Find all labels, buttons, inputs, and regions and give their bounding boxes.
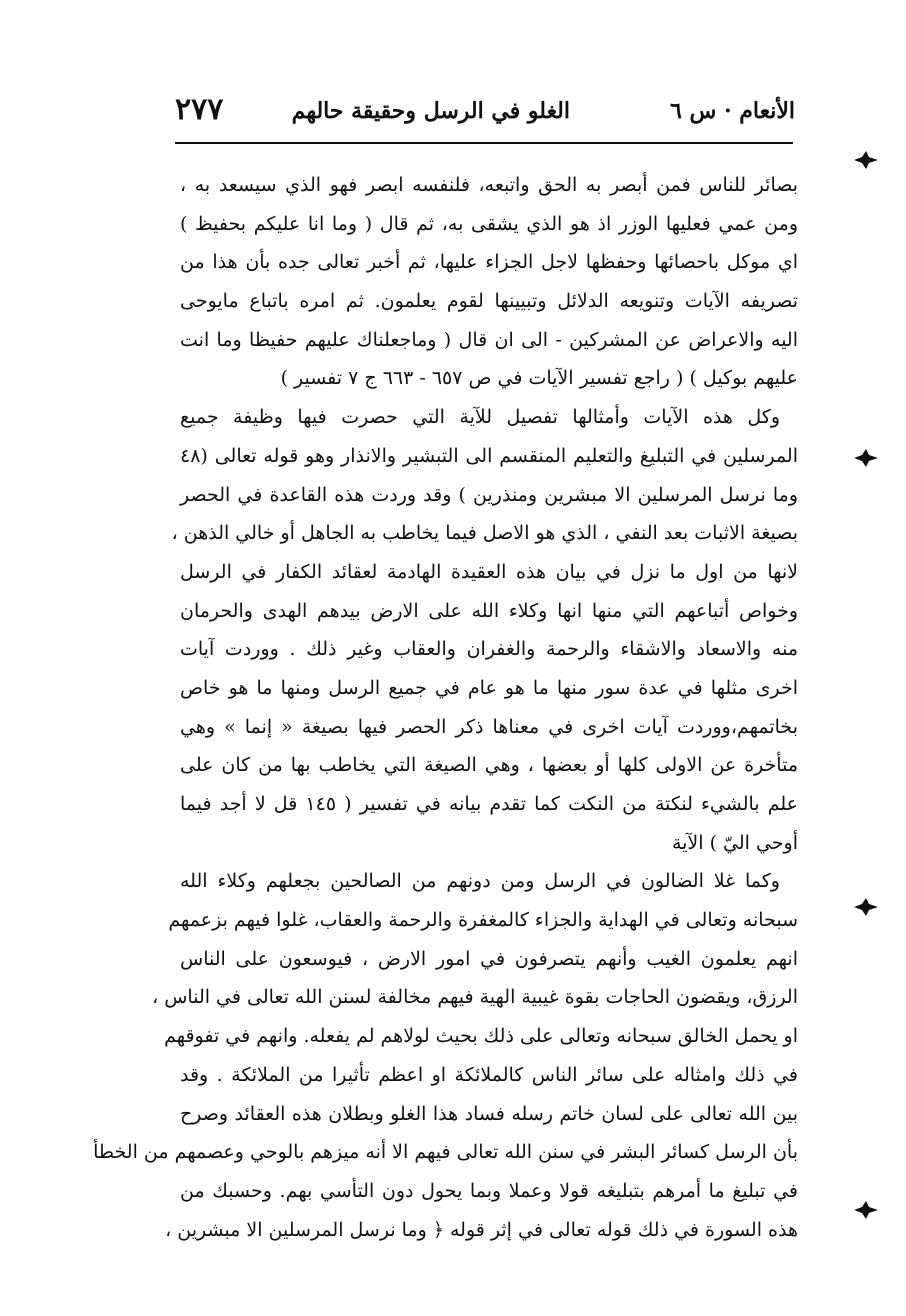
text-line: المرسلين في التبليغ والتعليم المنقسم الى التبشير والانذار وهو قوله تعالى (٤٨: [180, 444, 798, 467]
page-number: ٢٧٧: [175, 92, 224, 127]
body-text: [93, 166, 798, 1249]
text-line: منه والاسعاد والاشقاء والرحمة والغفران والعقاب وغير ذلك . ووردت آيات: [180, 638, 798, 661]
header-surah: الأنعام · س ٦: [669, 98, 795, 124]
text-line: اخرى مثلها في عدة سور منها ما هو عام في جميع الرسل ومنها ما هو خاص: [180, 676, 798, 699]
text-line: لانها من اول ما نزل في بيان هذه العقيدة الهادمة لعقائد الكفار في الرسل: [180, 560, 798, 583]
text-line: في ذلك وامثاله على سائر الناس كالملائكة او اعظم تأثيرا من الملائكة . وقد: [180, 1063, 798, 1086]
text-line: وكل هذه الآيات وأمثالها تفصيل للآية التي حصرت فيها وظيفة جميع: [180, 406, 780, 429]
margin-mark-icon: [852, 897, 880, 917]
text-line: بين الله تعالى على لسان خاتم رسله فساد هذا الغلو وبطلان هذه العقائد وصرح: [180, 1102, 798, 1125]
text-line: أوحي اليّ ) الآية: [671, 831, 798, 854]
text-line: بصائر للناس فمن أبصر به الحق واتبعه، فلنفسه ابصر فهو الذي سيسعد به ،: [180, 174, 798, 196]
running-header: [175, 92, 795, 134]
header-rule: [175, 142, 793, 144]
text-line: متأخرة عن الاولى كلها أو بعضها ، وهي الصيغة التي يخاطب بها من كان على: [180, 754, 798, 777]
margin-mark-icon: [852, 1200, 880, 1220]
text-line: بخاتمهم،ووردت آيات اخرى في معناها ذكر الحصر فيها بصيغة « إنما » وهي: [180, 715, 798, 738]
text-line: بأن الرسل كسائر البشر في سنن الله تعالى فيهم الا أنه ميزهم بالوحي وعصمهم من الخطأ: [93, 1141, 798, 1164]
margin-mark-icon: [852, 448, 880, 468]
text-line: عليهم بوكيل ) ( راجع تفسير الآيات في ص ٦٥٧ - ٦٦٣ ج ٧ تفسير ): [280, 367, 798, 390]
margin-mark-icon: [852, 150, 880, 170]
text-line: هذه السورة في ذلك قوله تعالى في إثر قوله ﴿ وما نرسل المرسلين الا مبشرين ،: [165, 1218, 798, 1241]
text-line: علم بالشيء لنكتة من النكت كما تقدم بيانه في تفسير ( ١٤٥ قل لا أجد فيما: [180, 793, 798, 815]
header-title: الغلو في الرسل وحقيقة حالهم: [291, 98, 570, 124]
text-line: انهم يعلمون الغيب وأنهم يتصرفون في امور الارض ، فيوسعون على الناس: [180, 947, 798, 970]
text-line: وما نرسل المرسلين الا مبشرين ومنذرين ) وقد وردت هذه القاعدة في الحصر: [180, 483, 798, 506]
text-line: بصيغة الاثبات بعد النفي ، الذي هو الاصل فيما يخاطب به الجاهل أو خالي الذهن ،: [171, 522, 798, 545]
text-line: تصريفه الآيات وتنويعه الدلائل وتبيينها لقوم يعلمون. ثم امره باتباع مايوحى: [180, 290, 798, 313]
text-line: اي موكل باحصائها وحفظها لاجل الجزاء عليها، ثم أخبر تعالى جده بأن هذا من: [180, 251, 798, 274]
text-line: وخواص أتباعهم التي منها انها وكلاء الله على الارض بيدهم الهدى والحرمان: [180, 599, 798, 622]
text-line: سبحانه وتعالى في الهداية والجزاء كالمغفرة والرحمة والعقاب، غلوا فيهم بزعمهم: [168, 909, 798, 932]
text-line: ومن عمي فعليها الوزر اذ هو الذي يشقى به، ثم قال ( وما انا عليكم بحفيظ ): [180, 212, 798, 235]
text-line: اليه والاعراض عن المشركين - الى ان قال ( وماجعلناك عليهم حفيظا وما انت: [180, 328, 798, 351]
text-line: في تبليغ ما أمرهم بتبليغه قولا وعملا وبما يحول دون التأسي بهم. وحسبك من: [180, 1179, 798, 1202]
text-line: او يحمل الخالق سبحانه وتعالى على ذلك بحيث لولاهم لم يفعله. وانهم في تفوقهم: [164, 1025, 798, 1048]
text-line: وكما غلا الضالون في الرسل ومن دونهم من الصالحين بجعلهم وكلاء الله: [180, 870, 780, 893]
text-line: الرزق، ويقضون الحاجات بقوة غيبية الهية فيهم مخالفة لسنن الله تعالى في الناس ،: [152, 986, 798, 1009]
